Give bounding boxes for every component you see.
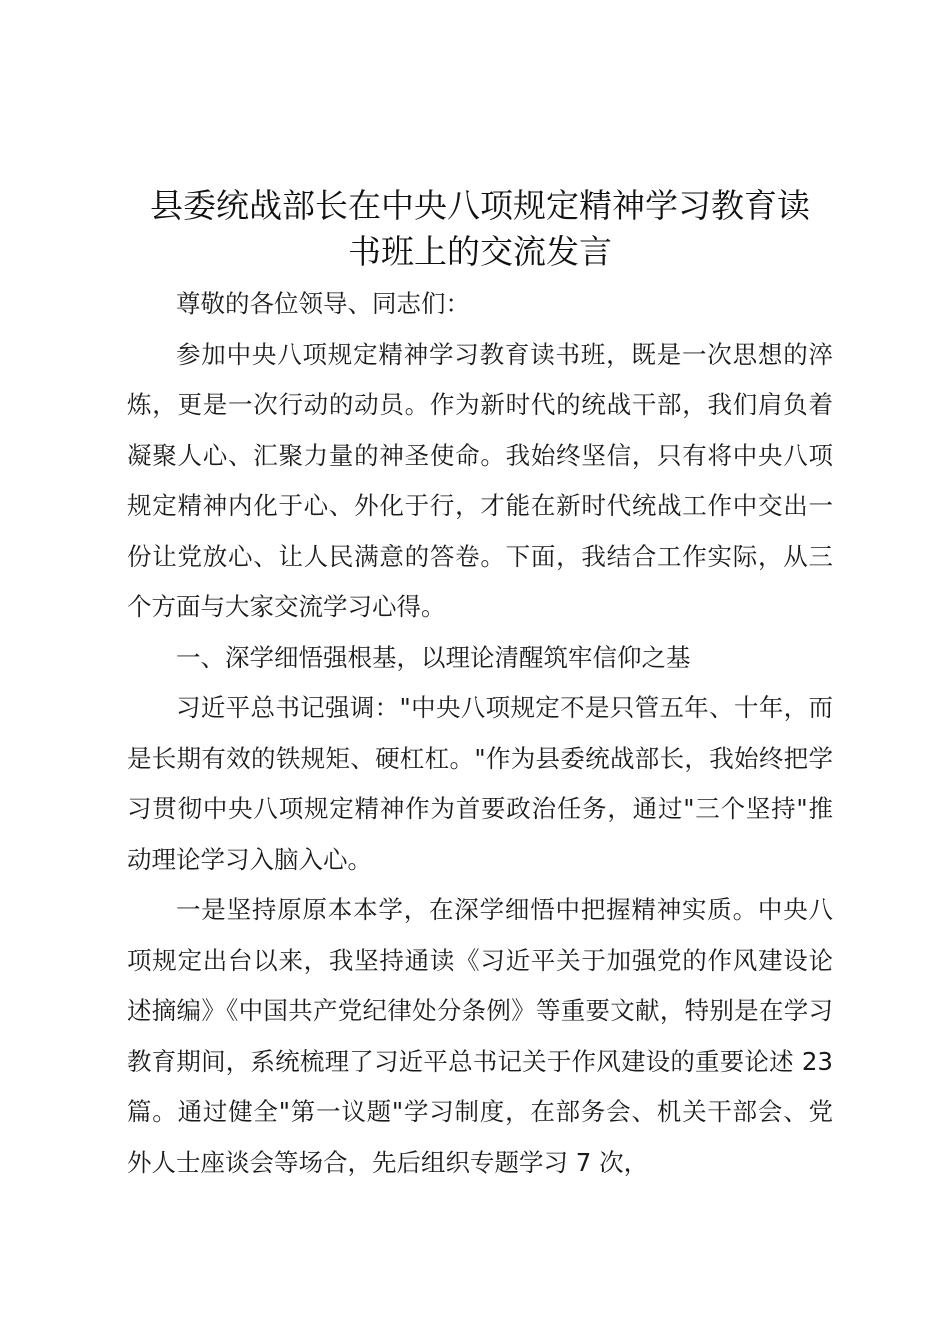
document-body xyxy=(127,279,833,1188)
title-line-2: 书班上的交流发言 xyxy=(348,232,612,271)
salutation: 尊敬的各位领导、同志们： xyxy=(176,289,470,318)
document-page xyxy=(127,183,833,1188)
title-line-1: 县委统战部长在中央八项规定精神学习教育读 xyxy=(150,186,810,225)
section1-paragraph-1: 习近平总书记强调："中央八项规定不是只管五年、十年，而是长期有效的铁规矩、硬杠杠。"作为县委统战部长，我始终把学习贯彻中央八项规定精神作为首要政治任务，通过"三个坚持"推动理论学习入脑入心。 xyxy=(127,693,833,874)
document-title xyxy=(127,183,833,275)
section-heading-1: 一、深学细悟强根基，以理论清醒筑牢信仰之基 xyxy=(176,642,691,672)
section1-paragraph-2: 一是坚持原原本本学，在深学细悟中把握精神实质。中央八项规定出台以来，我坚持通读《习近平关于加强党的作风建设论述摘编》《中国共产党纪律处分条例》等重要文献，特别是在学习教育期间，系统梳理了习近平总书记关于作风建设的重要论述 23 篇。通过健全"第一议题"学习制度，在部务会、机关干部会、党外人士座谈会等场合，先后组织专题学习 7 次， xyxy=(127,895,833,1177)
intro-paragraph: 参加中央八项规定精神学习教育读书班，既是一次思想的淬炼，更是一次行动的动员。作为新时代的统战干部，我们肩负着凝聚人心、汇聚力量的神圣使命。我始终坚信，只有将中央八项规定精神内化于心、外化于行，才能在新时代统战工作中交出一份让党放心、让人民满意的答卷。下面，我结合工作实际，从三个方面与大家交流学习心得。 xyxy=(127,339,833,621)
